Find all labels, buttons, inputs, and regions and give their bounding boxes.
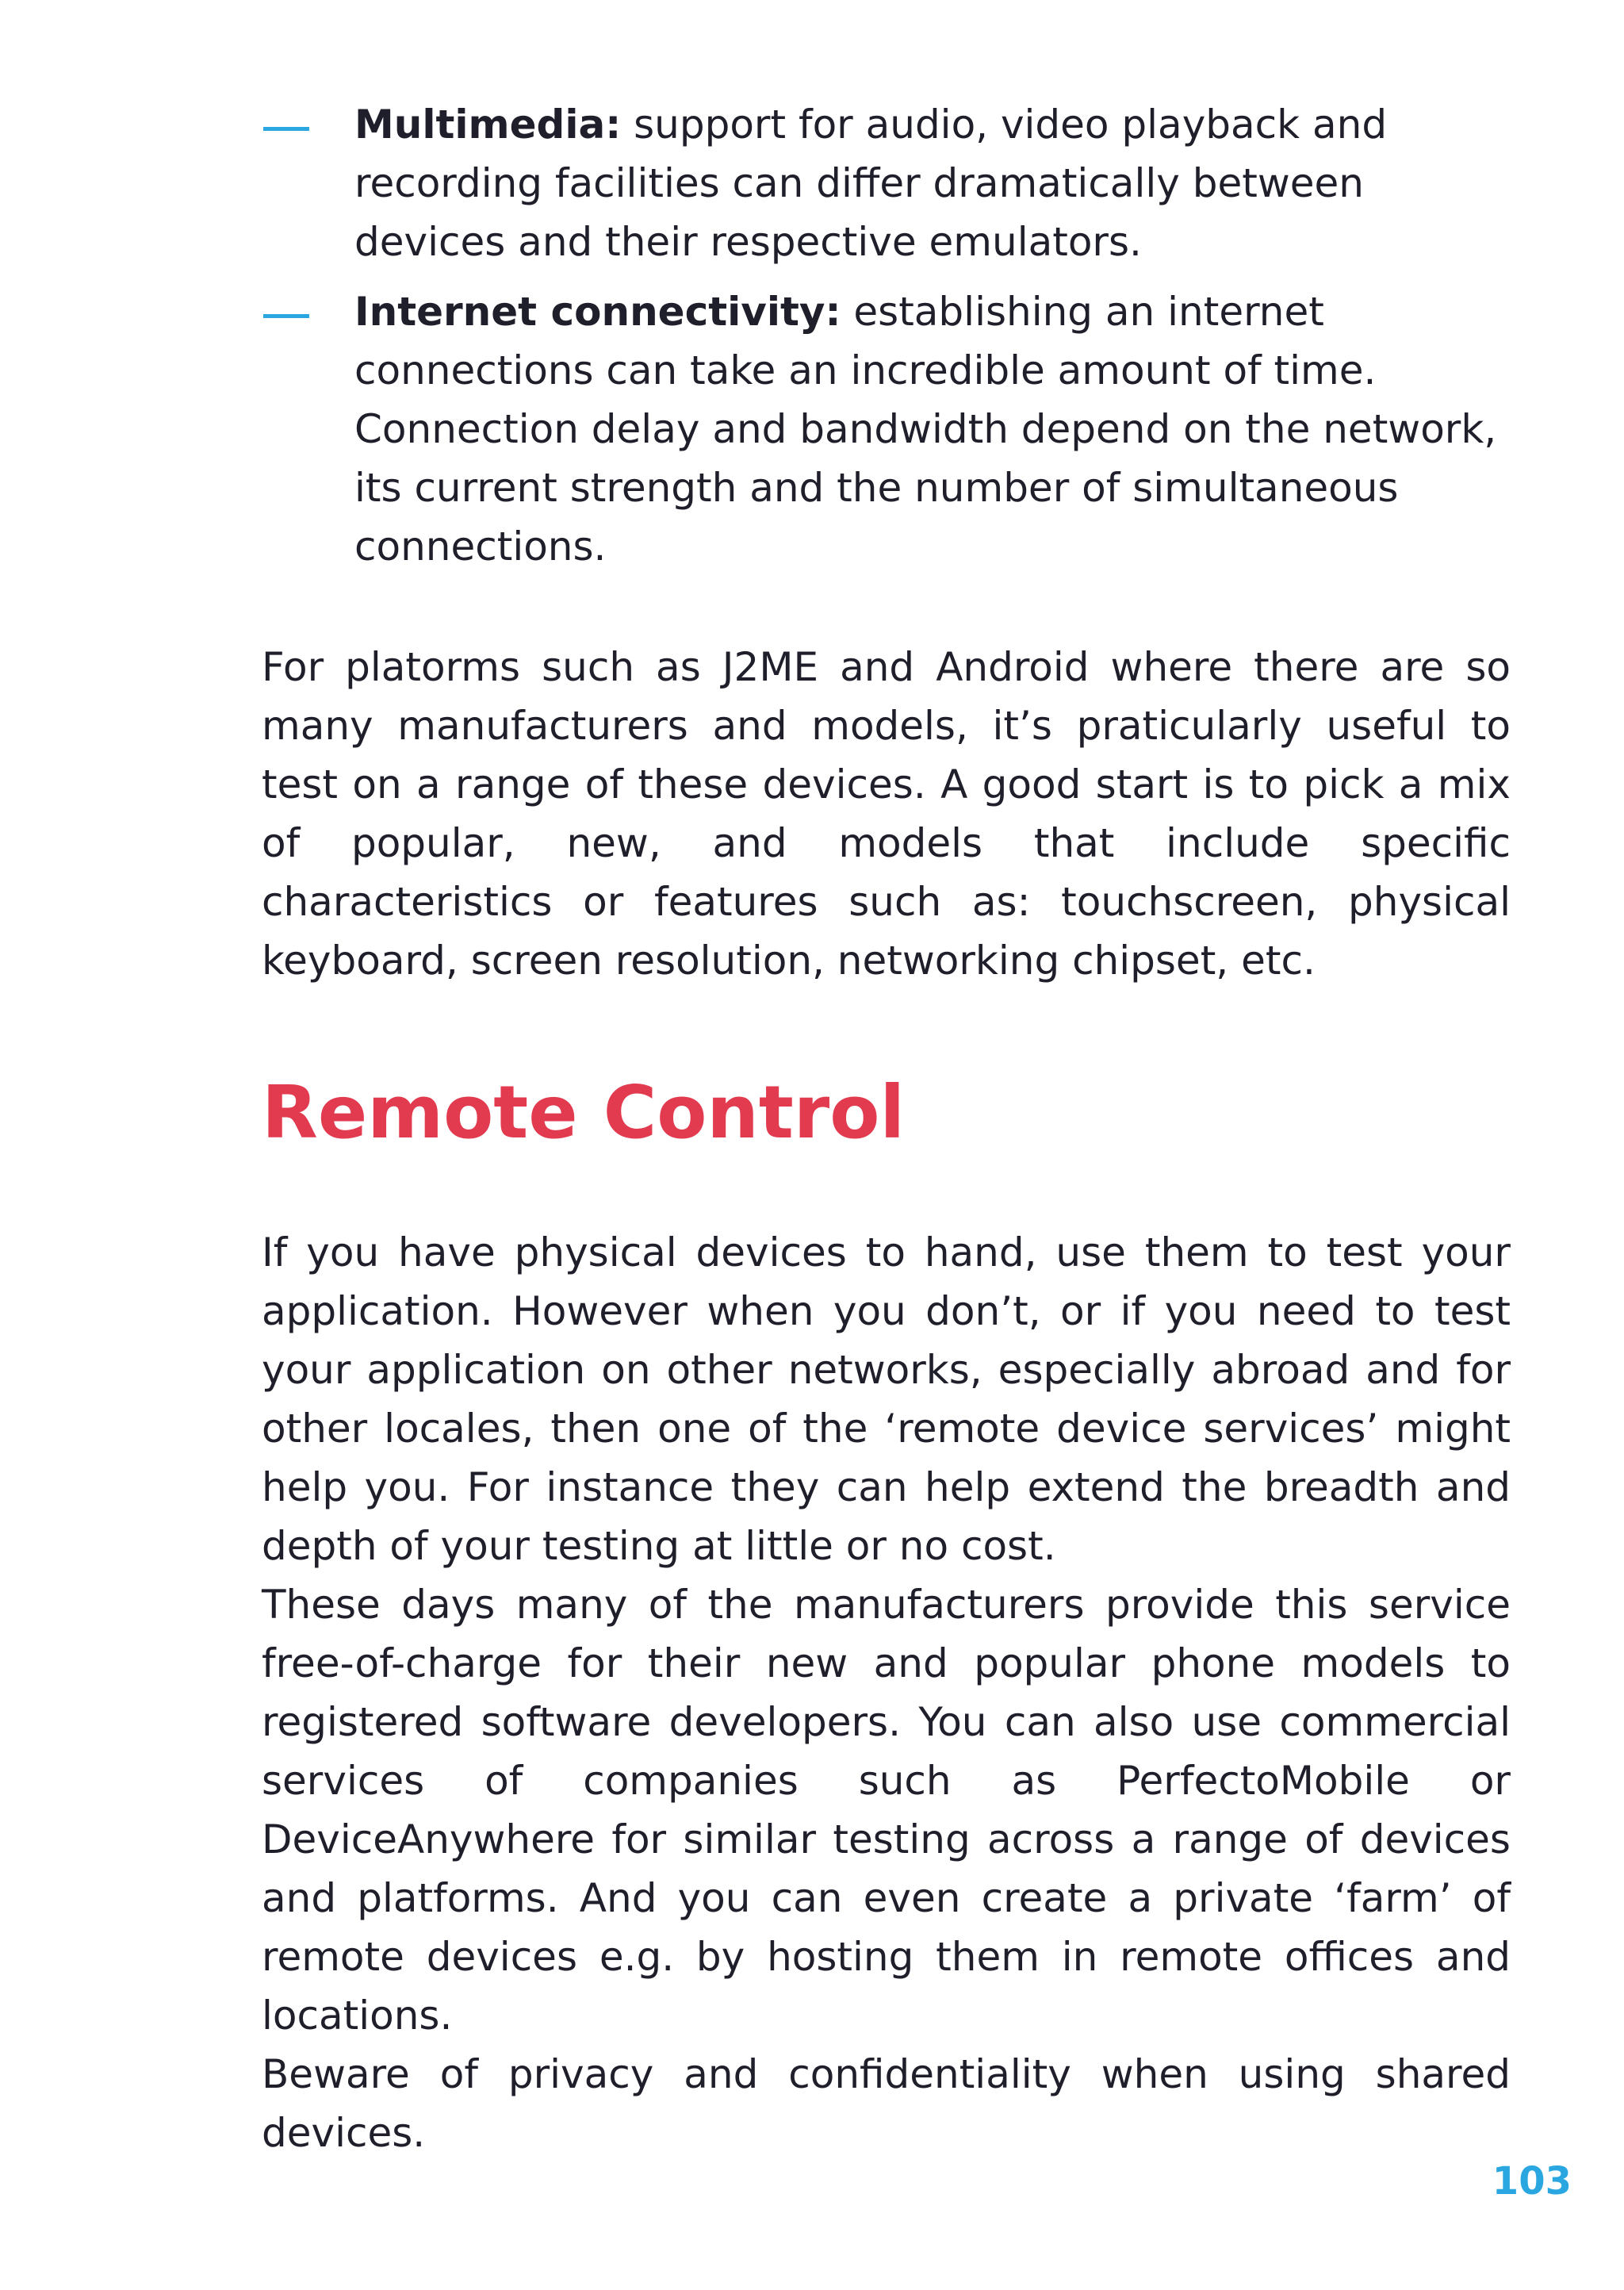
- page-content: [262, 95, 1511, 2162]
- bullet-text: support for audio, video playback and recording facilities can differ dramatically between devices and their respective emulators.: [354, 102, 1388, 265]
- intro-paragraph: For platorms such as J2ME and Android where there are so many manufacturers and models, it’s praticularly useful to test on a range of these devices. A good start is to pick a mix of popular, new, and models that include specific characteristics or features such as: touchscreen, physical keyboard, screen resolution, networking chipset, etc.: [262, 644, 1511, 984]
- body-paragraph: These days many of the manufacturers provide this service free-of-charge for their new and popular phone models to registered software developers. You can also use commercial services of companies such as PerfectoMobile or DeviceAnywhere for similar testing across a range of devices and platforms. And you can even create a private ‘farm’ of remote devices e.g. by hosting them in remote offices and locations.: [262, 1582, 1511, 2039]
- bullet-dash-icon: [263, 314, 309, 318]
- bullet-term: Internet connectivity:: [354, 289, 841, 335]
- section-heading: Remote Control: [262, 1070, 906, 1155]
- bullet-term: Multimedia:: [354, 102, 622, 148]
- bullet-dash-icon: [263, 127, 309, 131]
- page-number: 103: [1492, 2159, 1572, 2204]
- bullet-text: establishing an internet connections can take an incredible amount of time. Connection delay and bandwidth depend on the network, its current strength and the number of simultaneous connections.: [354, 289, 1497, 570]
- bullet-item-internet-connectivity: [262, 282, 1511, 576]
- bullet-item-multimedia: [262, 95, 1511, 271]
- body-paragraph: Beware of privacy and confidentiality when using shared devices.: [262, 2051, 1511, 2156]
- body-paragraph: If you have physical devices to hand, use them to test your application. However when you don’t, or if you need to test your application on other networks, especially abroad and for other locales, then one of the ‘remote device services’ might help you. For instance they can help extend the breadth and depth of your testing at little or no cost.: [262, 1229, 1511, 1569]
